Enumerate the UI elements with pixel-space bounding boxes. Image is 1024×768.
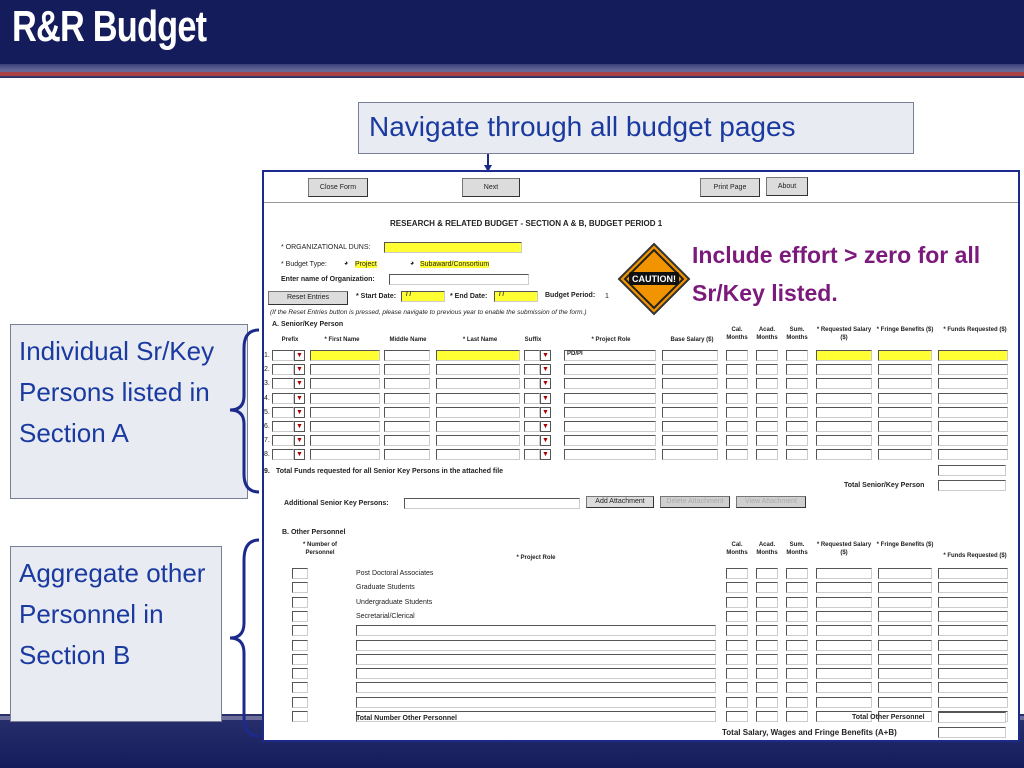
section-b-funds-requested-input[interactable]: [938, 668, 1008, 679]
section-b-acad-months-input[interactable]: [756, 611, 778, 622]
section-b-col-project-role: * Project Role: [516, 555, 556, 561]
section-b-role-input[interactable]: [356, 682, 716, 693]
section-a-last-name-input[interactable]: [436, 435, 520, 446]
section-a-fringe-benefits-input[interactable]: [878, 435, 932, 446]
section-a-col-last-name: * Last Name: [462, 337, 498, 343]
section-a-first-name-input[interactable]: [310, 350, 380, 361]
suffix-dropdown-icon[interactable]: ▼: [540, 407, 551, 418]
section-b-sum-months-input[interactable]: [786, 697, 808, 708]
section-a-cal-months-input[interactable]: [726, 407, 748, 418]
section-b-role-label: Graduate Students: [356, 584, 415, 592]
section-b-funds-requested-input[interactable]: [938, 640, 1008, 651]
org-name-label: Enter name of Organization:: [281, 276, 375, 283]
section-b-fringe-benefits-input[interactable]: [878, 568, 932, 579]
section-a-cal-months-input[interactable]: [726, 449, 748, 460]
section-a-prefix-input[interactable]: [272, 364, 294, 375]
section-a-prefix-input[interactable]: [272, 350, 294, 361]
section-a-fringe-benefits-input[interactable]: [878, 407, 932, 418]
section-b-cal-months-input[interactable]: [726, 568, 748, 579]
suffix-dropdown-icon[interactable]: ▼: [540, 378, 551, 389]
section-b-number-input[interactable]: [292, 697, 308, 708]
section-a-col-base-salary: Base Salary ($): [670, 337, 714, 343]
section-a-project-role-input[interactable]: [564, 364, 656, 375]
section-a-requested-salary-input[interactable]: [816, 449, 872, 460]
section-b-acad-months-input[interactable]: [756, 697, 778, 708]
row-number: 8.: [264, 451, 270, 459]
section-a-sum-months-input[interactable]: [786, 435, 808, 446]
section-b-requested-salary-input[interactable]: [816, 640, 872, 651]
suffix-dropdown-icon[interactable]: ▼: [540, 350, 551, 361]
section-b-fringe-benefits-input[interactable]: [878, 682, 932, 693]
section-b-cal-months-input[interactable]: [726, 640, 748, 651]
subaward-radio[interactable]: ◕: [410, 260, 415, 267]
section-b-sum-months-input[interactable]: [786, 582, 808, 593]
prefix-dropdown-icon[interactable]: ▼: [294, 378, 305, 389]
row-number: 2.: [264, 366, 270, 374]
section-b-number-input[interactable]: [292, 654, 308, 665]
include-effort-text: Include effort > zero for all Sr/Key listed.: [692, 242, 981, 306]
section-a-prefix-input[interactable]: [272, 393, 294, 404]
section-b-col-acad-months: Acad. Months: [756, 542, 778, 556]
section-a-project-role-input[interactable]: [564, 421, 656, 432]
section-a-funds-requested-input[interactable]: [938, 393, 1008, 404]
section-b-cal-months-input[interactable]: [726, 611, 748, 622]
caution-sign-icon: [617, 242, 691, 316]
section-a-sum-months-input[interactable]: [786, 407, 808, 418]
prefix-dropdown-icon[interactable]: ▼: [294, 393, 305, 404]
section-a-prefix-input[interactable]: [272, 421, 294, 432]
section-b-sum-months-input[interactable]: [786, 568, 808, 579]
section-b-sum-months-input[interactable]: [786, 654, 808, 665]
section-a-middle-name-input[interactable]: [384, 421, 430, 432]
section-b-number-input[interactable]: [292, 711, 308, 722]
section-a-sum-months-input[interactable]: [786, 364, 808, 375]
section-b-fringe-benefits-input[interactable]: [878, 625, 932, 636]
section-a-suffix-input[interactable]: [524, 350, 540, 361]
caution-text: CAUTION!: [632, 274, 676, 284]
section-b-requested-salary-input[interactable]: [816, 625, 872, 636]
section-a-funds-requested-input[interactable]: [938, 421, 1008, 432]
section-a-requested-salary-input[interactable]: [816, 393, 872, 404]
section-a-suffix-input[interactable]: [524, 393, 540, 404]
section-a-funds-requested-input[interactable]: [938, 378, 1008, 389]
section-b-col-number-of-personnel: * Number of Personnel: [302, 542, 337, 556]
suffix-dropdown-icon[interactable]: ▼: [540, 435, 551, 446]
toolbar-divider: [264, 202, 1020, 203]
section-b-number-input[interactable]: [292, 597, 308, 608]
section-a-suffix-input[interactable]: [524, 435, 540, 446]
section-a-project-role-input[interactable]: [564, 435, 656, 446]
section-a-middle-name-input[interactable]: [384, 449, 430, 460]
section-a-base-salary-input[interactable]: [662, 378, 718, 389]
section-a-base-salary-input[interactable]: [662, 393, 718, 404]
section-a-callout: Individual Sr/Key Persons listed in Section A: [10, 324, 248, 499]
section-a-project-role-input[interactable]: PD/PI: [564, 350, 656, 361]
section-b-funds-requested-input[interactable]: [938, 654, 1008, 665]
section-b-fringe-benefits-input[interactable]: [878, 697, 932, 708]
section-a-funds-requested-input[interactable]: [938, 350, 1008, 361]
subaward-option: Subaward/Consortium: [420, 261, 490, 268]
section-a-fringe-benefits-input[interactable]: [878, 378, 932, 389]
prefix-dropdown-icon[interactable]: ▼: [294, 421, 305, 432]
section-b-acad-months-input[interactable]: [756, 711, 778, 722]
section-b-acad-months-input[interactable]: [756, 597, 778, 608]
section-b-cal-months-input[interactable]: [726, 668, 748, 679]
section-a-acad-months-input[interactable]: [756, 435, 778, 446]
section-a-col-prefix: Prefix: [281, 337, 299, 343]
total-salary-input[interactable]: [938, 727, 1006, 738]
section-a-acad-months-input[interactable]: [756, 350, 778, 361]
row-number: 4.: [264, 394, 270, 402]
section-a-last-name-input[interactable]: [436, 449, 520, 460]
section-a-middle-name-input[interactable]: [384, 350, 430, 361]
section-b-callout: Aggregate other Personnel in Section B: [10, 546, 222, 722]
prefix-dropdown-icon[interactable]: ▼: [294, 407, 305, 418]
budget-period-label: Budget Period:: [545, 292, 596, 299]
section-a-base-salary-input[interactable]: [662, 350, 718, 361]
section-b-fringe-benefits-input[interactable]: [878, 654, 932, 665]
section-a-first-name-input[interactable]: [310, 378, 380, 389]
section-a-project-role-input[interactable]: [564, 407, 656, 418]
section-a-last-name-input[interactable]: [436, 378, 520, 389]
section-b-requested-salary-input[interactable]: [816, 597, 872, 608]
section-b-col-fringe-benefits: * Fringe Benefits ($): [876, 542, 934, 548]
section-b-acad-months-input[interactable]: [756, 654, 778, 665]
row-number: 3.: [264, 380, 270, 388]
section-b-heading: B. Other Personnel: [282, 529, 346, 536]
section-b-cal-months-input[interactable]: [726, 697, 748, 708]
additional-senior-input[interactable]: [404, 498, 580, 509]
section-a-sum-months-input[interactable]: [786, 449, 808, 460]
total-other-input[interactable]: [938, 712, 1006, 723]
section-a-requested-salary-input[interactable]: [816, 350, 872, 361]
total-senior-label: Total Senior/Key Person: [844, 482, 925, 489]
project-option: Project: [355, 261, 377, 268]
section-b-requested-salary-input[interactable]: [816, 682, 872, 693]
section-b-funds-requested-input[interactable]: [938, 682, 1008, 693]
section-b-requested-salary-input[interactable]: [816, 568, 872, 579]
section-b-role-label: Undergraduate Students: [356, 598, 433, 606]
reset-note: (If the Reset Entries button is pressed, please navigate to previous year to enable the submission of the form.): [270, 309, 587, 316]
slide-title: R&R Budget: [12, 2, 207, 51]
next-button[interactable]: Next: [462, 178, 520, 197]
section-b-fringe-benefits-input[interactable]: [878, 640, 932, 651]
delete-attachment-button[interactable]: Delete Attachment: [660, 496, 730, 508]
section-a-last-name-input[interactable]: [436, 421, 520, 432]
title-bar: [0, 0, 1024, 68]
section-b-cal-months-input[interactable]: [726, 682, 748, 693]
section-a-col-project-role: * Project Role: [591, 337, 631, 343]
end-date-label: * End Date:: [450, 293, 488, 300]
section-b-number-input[interactable]: [292, 640, 308, 651]
section-b-role-input[interactable]: [356, 654, 716, 665]
section-b-number-input[interactable]: [292, 582, 308, 593]
section-b-funds-requested-input[interactable]: [938, 582, 1008, 593]
section-b-acad-months-input[interactable]: [756, 668, 778, 679]
section-a-middle-name-input[interactable]: [384, 378, 430, 389]
section-a-requested-salary-input[interactable]: [816, 407, 872, 418]
section-a-first-name-input[interactable]: [310, 364, 380, 375]
section-b-cal-months-input[interactable]: [726, 625, 748, 636]
section-a-requested-salary-input[interactable]: [816, 378, 872, 389]
section-b-funds-requested-input[interactable]: [938, 611, 1008, 622]
row-number: 5.: [264, 408, 270, 416]
section-b-number-input[interactable]: [292, 611, 308, 622]
section-b-col-funds-requested: * Funds Requested ($): [943, 553, 1007, 559]
section-b-sum-months-input[interactable]: [786, 640, 808, 651]
section-b-acad-months-input[interactable]: [756, 582, 778, 593]
section-b-cal-months-input[interactable]: [726, 654, 748, 665]
section-a-fringe-benefits-input[interactable]: [878, 364, 932, 375]
section-a-brace: [226, 328, 262, 494]
add-attachment-button[interactable]: Add Attachment: [586, 496, 654, 508]
section-a-fringe-benefits-input[interactable]: [878, 421, 932, 432]
section-a-middle-name-input[interactable]: [384, 393, 430, 404]
section-a-col-cal-months: Cal. Months: [726, 327, 748, 341]
section-a-funds-requested-input[interactable]: [938, 364, 1008, 375]
section-a-acad-months-input[interactable]: [756, 407, 778, 418]
section-a-first-name-input[interactable]: [310, 435, 380, 446]
project-radio[interactable]: ◕: [344, 260, 349, 267]
section-a-funds-requested-input[interactable]: [938, 407, 1008, 418]
suffix-dropdown-icon[interactable]: ▼: [540, 421, 551, 432]
section-b-sum-months-input[interactable]: [786, 682, 808, 693]
budget-type-label: * Budget Type:: [281, 261, 327, 268]
section-a-requested-salary-input[interactable]: [816, 435, 872, 446]
section-a-acad-months-input[interactable]: [756, 449, 778, 460]
section-a-acad-months-input[interactable]: [756, 393, 778, 404]
section-b-role-input[interactable]: [356, 697, 716, 708]
section-b-sum-months-input[interactable]: [786, 611, 808, 622]
total-funds-attached-label: Total Funds requested for all Senior Key Persons in the attached file: [276, 468, 504, 475]
section-b-sum-months-input[interactable]: [786, 668, 808, 679]
budget-period-value: 1: [605, 293, 609, 300]
section-a-cal-months-input[interactable]: [726, 435, 748, 446]
section-a-sum-months-input[interactable]: [786, 393, 808, 404]
section-a-col-first-name: * First Name: [324, 337, 360, 343]
section-a-col-requested-salary: * Requested Salary ($): [816, 327, 872, 341]
section-a-prefix-input[interactable]: [272, 378, 294, 389]
close-form-button[interactable]: Close Form: [308, 178, 368, 197]
navigate-callout: Navigate through all budget pages: [358, 102, 914, 154]
end-date-input[interactable]: / /: [494, 291, 538, 302]
section-b-acad-months-input[interactable]: [756, 682, 778, 693]
section-b-acad-months-input[interactable]: [756, 640, 778, 651]
about-button[interactable]: About: [766, 177, 808, 196]
duns-label: * ORGANIZATIONAL DUNS:: [281, 244, 371, 251]
section-a-col-middle-name: Middle Name: [389, 337, 427, 343]
section-b-col-cal-months: Cal. Months: [726, 542, 748, 556]
org-name-input[interactable]: [389, 274, 529, 285]
section-b-requested-salary-input[interactable]: [816, 654, 872, 665]
total-number-other-label: Total Number Other Personnel: [356, 715, 457, 722]
duns-input[interactable]: [384, 242, 522, 253]
section-a-first-name-input[interactable]: [310, 407, 380, 418]
section-a-sum-months-input[interactable]: [786, 421, 808, 432]
view-attachment-button[interactable]: View Attachment: [736, 496, 806, 508]
section-a-cal-months-input[interactable]: [726, 350, 748, 361]
section-b-fringe-benefits-input[interactable]: [878, 668, 932, 679]
section-b-fringe-benefits-input[interactable]: [878, 611, 932, 622]
section-b-col-sum-months: Sum. Months: [786, 542, 808, 556]
section-b-sum-months-input[interactable]: [786, 625, 808, 636]
section-b-sum-months-input[interactable]: [786, 597, 808, 608]
section-a-fringe-benefits-input[interactable]: [878, 350, 932, 361]
section-b-cal-months-input[interactable]: [726, 711, 748, 722]
section-a-middle-name-input[interactable]: [384, 435, 430, 446]
section-a-requested-salary-input[interactable]: [816, 364, 872, 375]
prefix-dropdown-icon[interactable]: ▼: [294, 350, 305, 361]
start-date-label: * Start Date:: [356, 293, 397, 300]
section-b-cal-months-input[interactable]: [726, 582, 748, 593]
section-a-col-funds-requested: * Funds Requested ($): [943, 327, 1007, 333]
section-a-middle-name-input[interactable]: [384, 364, 430, 375]
section-b-number-input[interactable]: [292, 682, 308, 693]
total-salary-label: Total Salary, Wages and Fringe Benefits (A+B): [722, 728, 897, 737]
section-b-cal-months-input[interactable]: [726, 597, 748, 608]
section-b-funds-requested-input[interactable]: [938, 625, 1008, 636]
section-a-cal-months-input[interactable]: [726, 364, 748, 375]
section-a-middle-name-input[interactable]: [384, 407, 430, 418]
section-a-cal-months-input[interactable]: [726, 393, 748, 404]
section-a-suffix-input[interactable]: [524, 378, 540, 389]
row-number: 6.: [264, 423, 270, 430]
section-b-number-input[interactable]: [292, 568, 308, 579]
section-b-number-input[interactable]: [292, 625, 308, 636]
section-b-fringe-benefits-input[interactable]: [878, 582, 932, 593]
section-a-prefix-input[interactable]: [272, 449, 294, 460]
section-a-funds-requested-input[interactable]: [938, 435, 1008, 446]
section-a-suffix-input[interactable]: [524, 449, 540, 460]
section-a-last-name-input[interactable]: [436, 393, 520, 404]
section-a-fringe-benefits-input[interactable]: [878, 393, 932, 404]
section-b-requested-salary-input[interactable]: [816, 611, 872, 622]
section-a-prefix-input[interactable]: [272, 407, 294, 418]
section-a-base-salary-input[interactable]: [662, 407, 718, 418]
section-b-acad-months-input[interactable]: [756, 568, 778, 579]
prefix-dropdown-icon[interactable]: ▼: [294, 435, 305, 446]
section-a-suffix-input[interactable]: [524, 421, 540, 432]
section-b-role-input[interactable]: [356, 668, 716, 679]
section-a-prefix-input[interactable]: [272, 435, 294, 446]
additional-senior-label: Additional Senior Key Persons:: [284, 500, 389, 507]
section-a-funds-requested-input[interactable]: [938, 449, 1008, 460]
suffix-dropdown-icon[interactable]: ▼: [540, 364, 551, 375]
section-a-acad-months-input[interactable]: [756, 364, 778, 375]
total-other-label: Total Other Personnel: [852, 714, 925, 721]
section-a-col-sum-months: Sum. Months: [786, 327, 808, 341]
row-number: 1.: [264, 352, 270, 359]
section-a-project-role-input[interactable]: [564, 378, 656, 389]
section-a-cal-months-input[interactable]: [726, 421, 748, 432]
title-band-accent: [0, 72, 1024, 76]
section-a-sum-months-input[interactable]: [786, 378, 808, 389]
section-a-first-name-input[interactable]: [310, 421, 380, 432]
section-a-suffix-input[interactable]: [524, 364, 540, 375]
total-senior-input[interactable]: [938, 480, 1006, 491]
row-number: 7.: [264, 437, 270, 445]
section-b-funds-requested-input[interactable]: [938, 568, 1008, 579]
section-a-base-salary-input[interactable]: [662, 364, 718, 375]
section-a-col-fringe-benefits: * Fringe Benefits ($): [876, 327, 934, 333]
section-b-col-requested-salary: * Requested Salary ($): [816, 542, 872, 556]
section-a-last-name-input[interactable]: [436, 350, 520, 361]
suffix-dropdown-icon[interactable]: ▼: [540, 449, 551, 460]
section-a-base-salary-input[interactable]: [662, 449, 718, 460]
section-a-requested-salary-input[interactable]: [816, 421, 872, 432]
prefix-dropdown-icon[interactable]: ▼: [294, 364, 305, 375]
section-b-funds-requested-input[interactable]: [938, 597, 1008, 608]
section-b-fringe-benefits-input[interactable]: [878, 597, 932, 608]
section-a-cal-months-input[interactable]: [726, 378, 748, 389]
section-b-role-label: Post Doctoral Associates: [356, 570, 434, 577]
section-a-suffix-input[interactable]: [524, 407, 540, 418]
start-date-input[interactable]: / /: [401, 291, 445, 302]
section-a-heading: A. Senior/Key Person: [272, 321, 344, 328]
section-a-base-salary-input[interactable]: [662, 421, 718, 432]
section-b-role-label: Secretarial/Clerical: [356, 612, 415, 620]
section-a-fringe-benefits-input[interactable]: [878, 449, 932, 460]
section-a-project-role-input[interactable]: [564, 393, 656, 404]
total-funds-attached-input[interactable]: [938, 465, 1006, 476]
suffix-dropdown-icon[interactable]: ▼: [540, 393, 551, 404]
section-b-role-input[interactable]: [356, 640, 716, 651]
section-a-col-acad-months: Acad. Months: [756, 327, 778, 341]
section-b-number-input[interactable]: [292, 668, 308, 679]
section-a-sum-months-input[interactable]: [786, 350, 808, 361]
section-b-acad-months-input[interactable]: [756, 625, 778, 636]
section-b-brace: [226, 538, 262, 738]
section-a-last-name-input[interactable]: [436, 407, 520, 418]
prefix-dropdown-icon[interactable]: ▼: [294, 449, 305, 460]
section-b-requested-salary-input[interactable]: [816, 697, 872, 708]
section-a-acad-months-input[interactable]: [756, 421, 778, 432]
include-effort-note: [692, 236, 997, 312]
total-funds-row-number: 9.: [264, 468, 270, 475]
section-a-acad-months-input[interactable]: [756, 378, 778, 389]
section-a-project-role-input[interactable]: [564, 449, 656, 460]
section-a-first-name-input[interactable]: [310, 449, 380, 460]
section-a-base-salary-input[interactable]: [662, 435, 718, 446]
section-b-requested-salary-input[interactable]: [816, 668, 872, 679]
section-a-first-name-input[interactable]: [310, 393, 380, 404]
section-b-requested-salary-input[interactable]: [816, 582, 872, 593]
reset-entries-button[interactable]: Reset Entries: [268, 291, 348, 305]
print-page-button[interactable]: Print Page: [700, 178, 760, 197]
section-b-funds-requested-input[interactable]: [938, 697, 1008, 708]
section-a-last-name-input[interactable]: [436, 364, 520, 375]
section-a-col-suffix: Suffix: [524, 337, 542, 343]
down-arrow-icon: [484, 154, 492, 172]
form-title: RESEARCH & RELATED BUDGET - SECTION A & B, BUDGET PERIOD 1: [390, 219, 663, 228]
section-b-role-input[interactable]: [356, 625, 716, 636]
section-b-sum-months-input[interactable]: [786, 711, 808, 722]
